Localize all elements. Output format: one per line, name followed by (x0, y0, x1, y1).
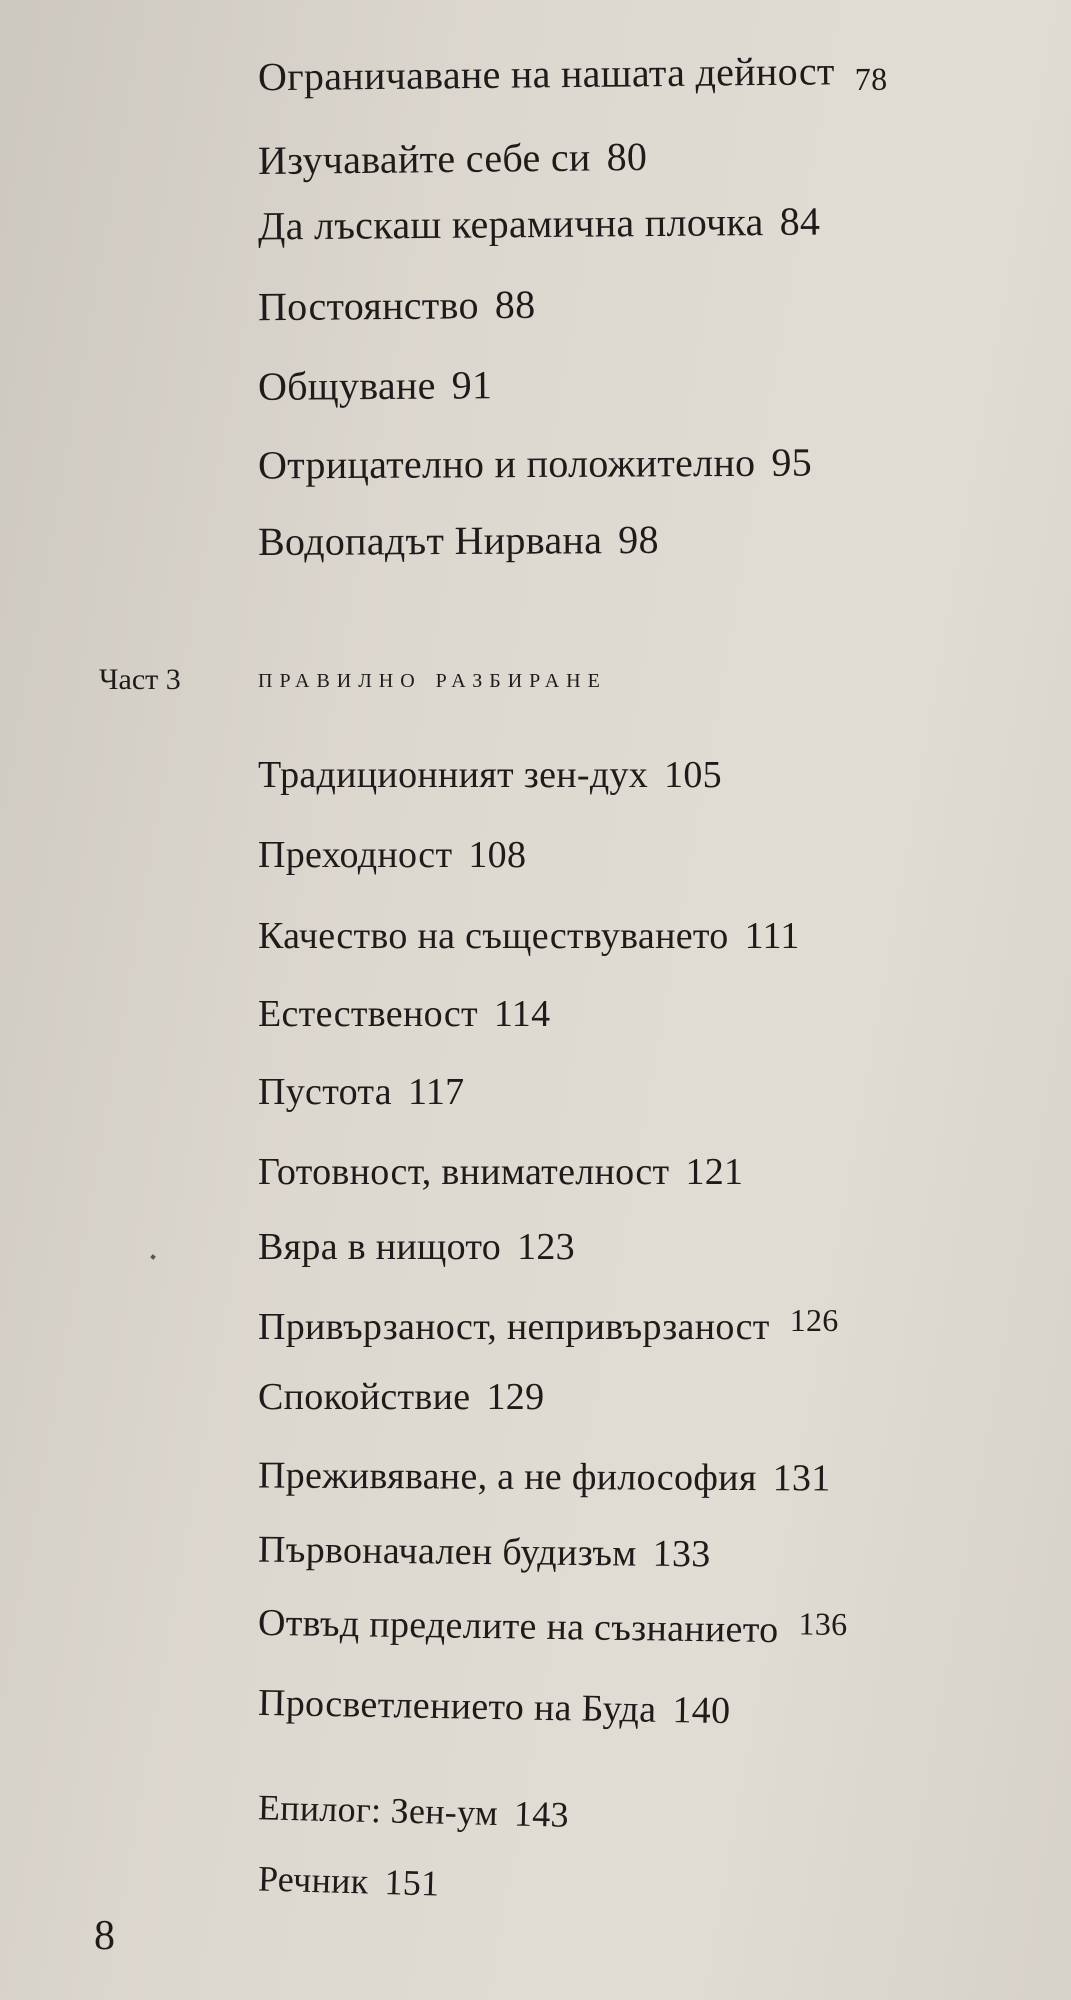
toc-entry (258, 439, 812, 489)
toc-entry-page: 105 (664, 754, 722, 796)
part-title (258, 663, 607, 695)
toc-entry-page: 129 (486, 1376, 545, 1418)
toc-entry-title: Привързаност, непривързаност (258, 1306, 770, 1348)
toc-entry-title: Традиционният зен-дух (258, 754, 649, 796)
toc-entry-title: Готовност, внимателност (258, 1151, 670, 1193)
toc-entry-page: 84 (779, 198, 821, 244)
toc-entry-page: 123 (517, 1226, 575, 1268)
toc-entry-title: Преходност (258, 834, 453, 876)
toc-entry-page: 136 (798, 1605, 848, 1643)
toc-entry-title: Речник (257, 1858, 370, 1902)
toc-entry-page: 121 (685, 1151, 744, 1193)
toc-entry (258, 1528, 711, 1577)
toc-entry-title: Просветлението на Буда (257, 1681, 657, 1731)
page-number: 8 (94, 1913, 115, 1959)
toc-entry-page: 78 (854, 60, 888, 98)
toc-entry (258, 198, 821, 250)
toc-entry-page: 98 (618, 516, 659, 563)
part-title-text: правилно разбиране (258, 663, 607, 694)
toc-entry (258, 281, 536, 330)
toc-entry (257, 1857, 440, 1904)
toc-entry (258, 1601, 848, 1653)
toc-entry (258, 361, 493, 410)
toc-entry-title: Първоначален будизъм (257, 1528, 637, 1575)
toc-entry (258, 1225, 575, 1269)
ink-speck (150, 1254, 156, 1260)
bleed-through-text (700, 0, 1071, 2000)
toc-entry (258, 1375, 544, 1419)
toc-entry (258, 753, 722, 797)
toc-entry (258, 1454, 831, 1501)
toc-entry-page: 114 (493, 993, 551, 1035)
toc-entry-page: 91 (451, 362, 493, 408)
toc-entry (258, 1681, 731, 1733)
toc-entry-page: 111 (744, 915, 800, 957)
toc-entry-page: 108 (468, 834, 527, 876)
toc-entry (258, 992, 550, 1036)
toc-entry-page: 88 (494, 281, 536, 328)
toc-entry-page: 80 (606, 133, 648, 180)
toc-entry-title: Да лъскаш керамична плочка (257, 199, 764, 249)
toc-entry-page: 140 (672, 1689, 731, 1733)
toc-entry-page: 131 (772, 1457, 831, 1500)
toc-entry-title: Общуване (257, 362, 436, 409)
toc-entry (258, 1302, 839, 1349)
toc-entry (258, 914, 800, 958)
toc-entry-title: Постоянство (257, 282, 479, 330)
toc-entry-title: Спокойствие (258, 1376, 471, 1418)
part-label: Част 3 (99, 663, 181, 696)
toc-entry-page: 133 (652, 1532, 711, 1576)
toc-entry-title: Отвъд пределите на съзнанието (257, 1601, 779, 1652)
toc-entry-title: Пустота (258, 1071, 392, 1113)
toc-entry (258, 516, 659, 565)
toc-entry (258, 133, 648, 184)
toc-entry-title: Водопадът Нирвана (257, 517, 603, 565)
toc-entry-page: 117 (407, 1071, 465, 1113)
toc-entry-title: Ограничаване на нашата дейност (257, 48, 835, 100)
toc-entry (258, 47, 888, 101)
toc-entry-title: Естественост (258, 993, 478, 1035)
toc-entry (258, 1070, 464, 1114)
toc-entry-title: Отрицателно и положително (257, 439, 756, 488)
toc-entry-title: Вяра в нищото (258, 1226, 502, 1268)
toc-entry-title: Преживяване, а не философия (257, 1454, 757, 1500)
toc-entry (258, 1786, 570, 1836)
toc-entry-title: Изучавайте себе си (257, 134, 591, 184)
toc-entry-title: Качество на съществуването (258, 915, 729, 957)
toc-entry-page: 126 (789, 1302, 839, 1338)
toc-entry (258, 1150, 743, 1194)
toc-entry (258, 833, 526, 877)
toc-entry-page: 143 (513, 1793, 570, 1835)
toc-entry-page: 95 (771, 439, 813, 485)
toc-entry-page: 151 (383, 1862, 440, 1904)
toc-entry-title: Епилог: Зен-ум (257, 1787, 499, 1834)
